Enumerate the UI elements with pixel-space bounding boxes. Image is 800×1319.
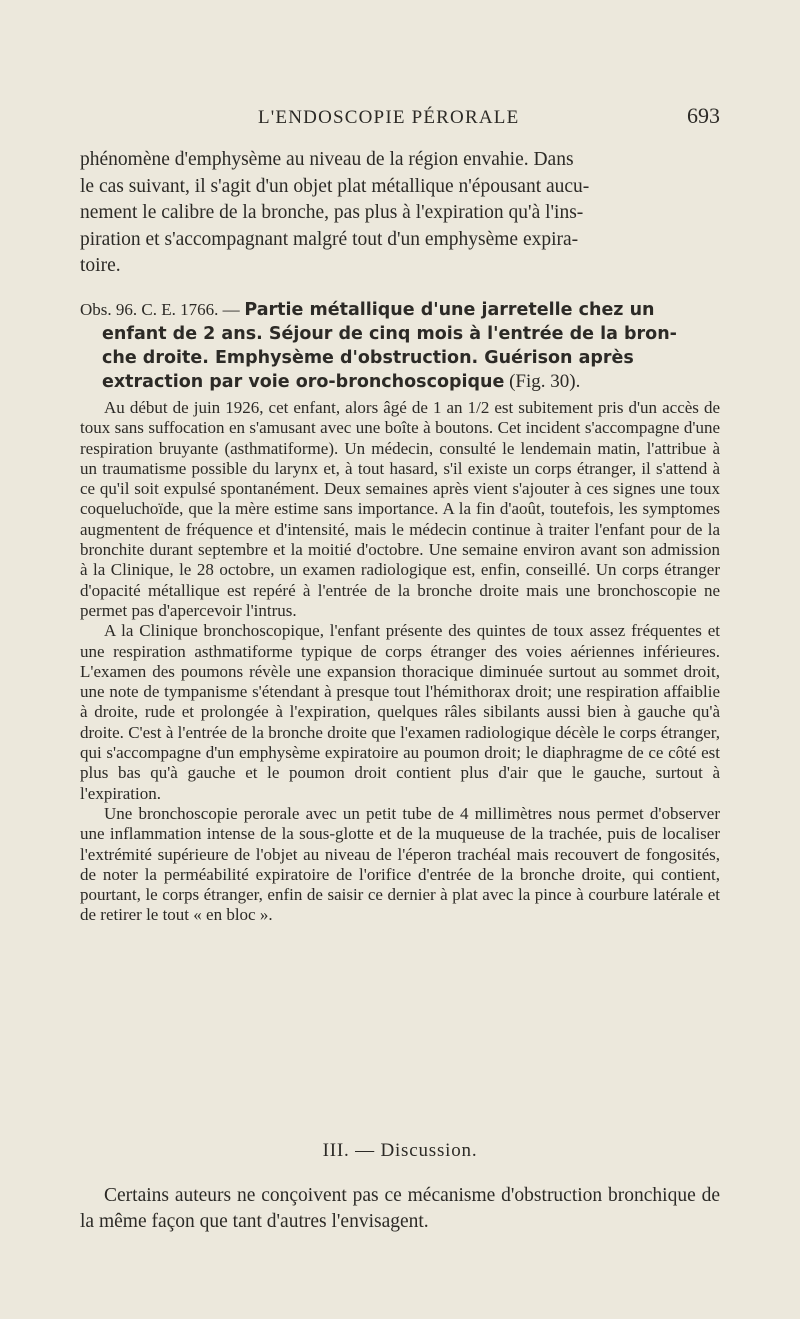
section-heading xyxy=(0,1140,800,1162)
observation-title-line: extraction par voie oro-bronchoscopique xyxy=(102,372,505,392)
intro-line: phénomène d'emphysème au niveau de la région envahie. Dans xyxy=(80,149,574,170)
observation-lead: Obs. 96. C. E. 1766. — xyxy=(80,300,240,319)
observation-body xyxy=(80,398,720,926)
body-paragraph: Au début de juin 1926, cet enfant, alors âgé de 1 an 1/2 est subitement pris d'un accès de toux sans suffocation en s'amusant avec une boîte à boutons. Cet incident s'accompagne d'une respiration bruyante (asthmatiforme). Un médecin, consulté le lendemain matin, l'attribue à un traumatisme possible du larynx et, à tout hasard, s'il existe un corps étranger, il s'attend à ce qu'il soit expulsé spontanément. Deux semaines après vient s'ajouter à ces signes une toux coqueluchoïde, que la mère estime sans importance. A la fin d'août, toutefois, les symptomes augmentent de fréquence et d'intensité, mais le médecin continue à traiter l'enfant pour de la bronchite durant septembre et la moitié d'octobre. Une semaine environ avant son admission à la Clinique, le 28 octobre, un examen radiologique est, enfin, conseillé. Un corps étranger d'opacité métallique est repéré à l'entrée de la bronche droite mais une bronchoscopie ne permet pas d'apercevoir l'intrus. xyxy=(80,398,720,620)
page-header xyxy=(258,103,720,129)
intro-line: nement le calibre de la bronche, pas plus à l'expiration qu'à l'ins- xyxy=(80,202,584,223)
page-number: 693 xyxy=(687,103,720,128)
observation-title-line: Partie métallique d'une jarretelle chez un xyxy=(244,300,655,320)
closing-text: Certains auteurs ne conçoivent pas ce mécanisme d'obstruction bronchique de la même façon que tant d'autres l'envisagent. xyxy=(80,1185,720,1232)
section-number: III. — xyxy=(322,1140,375,1161)
figure-reference: (Fig. 30). xyxy=(509,371,581,392)
intro-paragraph xyxy=(80,147,720,280)
closing-paragraph xyxy=(80,1183,720,1235)
intro-line: piration et s'accompagnant malgré tout d'un emphysème expira- xyxy=(80,228,579,250)
section-title: Discussion. xyxy=(380,1140,478,1161)
observation-heading xyxy=(80,298,720,394)
running-title: L'ENDOSCOPIE PÉRORALE xyxy=(258,107,520,128)
observation-title-line: che droite. Emphysème d'obstruction. Guérison après xyxy=(102,348,634,368)
intro-line: le cas suivant, il s'agit d'un objet plat métallique n'épousant aucu- xyxy=(80,175,590,197)
intro-line: toire. xyxy=(80,255,121,276)
body-paragraph: Une bronchoscopie perorale avec un petit tube de 4 millimètres nous permet d'observer une inflammation intense de la sous-glotte et de la muqueuse de la trachée, puis de localiser l'extrémité supérieure de l'objet au niveau de l'éperon trachéal mais recouvert de fongosités, de noter la perméabilité expiratoire de l'orifice d'entrée de la bronche droite, qui contient, pourtant, le corps étranger, enfin de saisir ce dernier à plat avec la pince à courbure latérale et de retirer le tout « en bloc ». xyxy=(80,803,720,925)
body-paragraph: A la Clinique bronchoscopique, l'enfant présente des quintes de toux assez fréquentes et une respiration asthmatiforme typique de corps étranger des voies aériennes inférieures. L'examen des poumons révèle une expansion thoracique diminuée surtout au sommet droit, une note de tympanisme s'étendant à presque tout l'hémithorax droit; une respiration affaiblie à droite, rude et prolongée à l'expiration, quelques râles sibilants aussi bien à gauche qu'à droite. C'est à l'entrée de la bronche droite que l'examen radiologique décèle le corps étranger, qui s'accompagne d'un emphysème expiratoire au poumon droit; le diaphragme de ce côté est plus bas qu'à gauche et le poumon droit contient plus d'air que le gauche, surtout à l'expiration. xyxy=(80,621,720,803)
observation-title-line: enfant de 2 ans. Séjour de cinq mois à l'entrée de la bron- xyxy=(102,324,677,344)
